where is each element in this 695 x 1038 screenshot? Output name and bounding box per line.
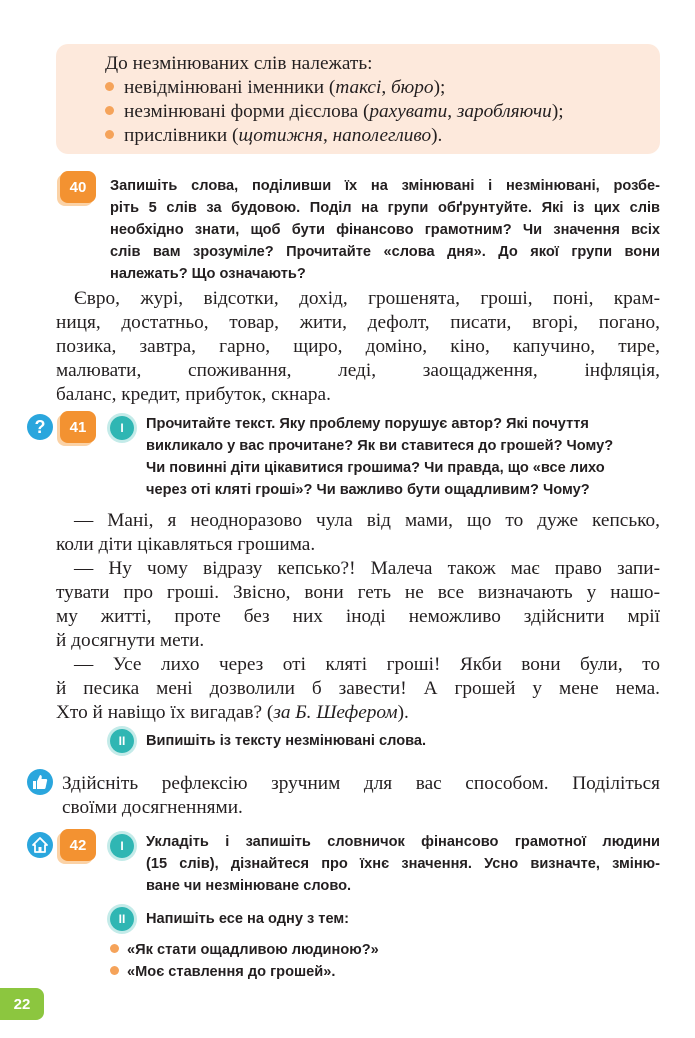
rule-item: незмінювані форми дієслова (рахувати, заробляючи); [105,100,564,124]
exercise-41-text: — Мані, я неодноразово чула від мами, що то дуже кепсько, коли діти цікавляться грошима. — Ну чому відразу кепсько?! Малеча також має право запи- тувати про гроші. Звісно, вони геть не все визначають у нашо- му житті, проте без них іноді неможливо здійснити мрії й досягнути мети. — Усе лихо через оті кляті гроші! Якби вони були, то й песика мені дозволили б завести! А грошей у мене нема. Хто й навіщо їх вигадав? (за Б. Шефером). [56,510,660,723]
thumbs-up-icon [27,769,53,795]
bullet-icon [105,82,114,91]
bullet-icon [110,944,119,953]
exercise-number-badge: 40 [60,171,96,203]
page-number: 22 [0,988,44,1020]
exercise-40-task: Запишіть слова, поділивши їх на змінювані і незмінювані, розбе- ріть 5 слів за будовою. Поділ на групи обґрунтуйте. Які із цих слів необхідно знати, щоб бути фінансово грамотним? Чи значення всіх слів вам зрозуміле? Прочитайте «слова дня». До якої групи вони належать? Що означають? [110,178,660,282]
level-badge: II [110,907,134,931]
exercise-number-badge: 42 [60,829,96,861]
rule-title: До незмінюваних слів належать: [105,53,373,74]
bullet-icon [105,130,114,139]
reflection-text: Здійсніть рефлексію зручним для вас способом. Поділіться своїми досягненнями. [62,773,660,818]
question-icon: ? [27,414,53,440]
exercise-41-task2: Випишіть із тексту незмінювані слова. [146,733,427,749]
essay-topic: «Як стати ощадливою людиною?» [110,939,379,961]
exercise-number-badge: 41 [60,411,96,443]
bullet-icon [110,966,119,975]
level-badge: I [110,416,134,440]
level-badge: I [110,834,134,858]
level-badge: II [110,729,134,753]
exercise-42-task2: Напишіть есе на одну з тем: [146,911,350,927]
exercise-41-task: Прочитайте текст. Яку проблему порушує автор? Які почуття викликало у вас прочитане? Як ви ставитеся до грошей? Чому? Чи повинні діти цікавитися грошима? Чи правда, що «все лихо через оті кляті гроші»? Чи важливо бути ощадливим? Чому? [146,416,614,498]
exercise-42-task: Укладіть і запишіть словничок фінансово грамотної людини (15 слів), дізнайтеся про їхнє значення. Усно визначте, зміню- ване чи незмінюване слово. [146,834,660,894]
home-icon [27,832,53,858]
bullet-icon [105,106,114,115]
rule-item: прислівники (щотижня, наполегливо). [105,124,442,148]
exercise-40-words: Євро, журі, відсотки, дохід, грошенята, гроші, поні, крам- ниця, достатньо, товар, жити, дефолт, писати, вгорі, погано, позика, завтра, гарно, щиро, доміно, кіно, капучино, тире, малювати, споживання, леді, заощадження, інфляція, баланс, кредит, прибуток, скнара. [56,288,660,405]
rule-item: невідмінювані іменники (таксі, бюро); [105,76,445,100]
essay-topic: «Моє ставлення до грошей». [110,961,335,983]
